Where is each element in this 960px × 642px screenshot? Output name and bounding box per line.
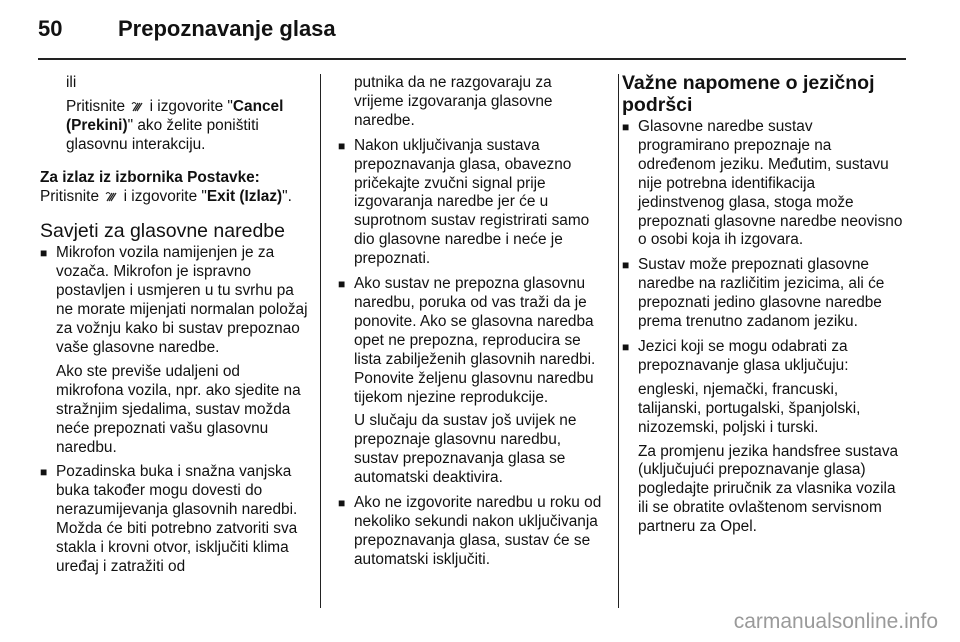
square-bullet-icon: ■ <box>622 258 630 273</box>
square-bullet-icon: ■ <box>338 138 346 153</box>
cancel-instruction <box>66 98 308 155</box>
square-bullet-icon: ■ <box>338 496 346 511</box>
square-bullet-icon: ■ <box>622 339 630 354</box>
list-item-text: Ako sustav ne prepozna glasovnu naredbu, poruka od vas traži da je ponovite. Ako se glasovna naredba opet ne prepozna, reproducira se lista zabilježenih glasovnih naredbi. Ponovite željenu glasovnu naredbu tijekom njezine reprodukcije. <box>354 275 596 406</box>
list-item-more: U slučaju da sustav još uvijek ne prepoznaje glasovnu naredbu, sustav prepoznavanja glasa se automatski deaktivira. <box>354 412 577 487</box>
list-item <box>40 463 308 576</box>
list-item <box>622 256 904 332</box>
exit-post-text: ". <box>282 187 292 205</box>
page-number: 50 <box>38 16 63 41</box>
list-item-text: Sustav može prepoznati glasovne naredbe na različitim jezicima, ali će prepoznati jedino glasovne naredbe prema trenutno zadanom jeziku. <box>638 256 885 331</box>
square-bullet-icon: ■ <box>40 465 48 480</box>
list-item <box>338 494 604 570</box>
exit-instruction <box>40 188 308 207</box>
exit-pre-text: Pritisnite <box>40 187 100 205</box>
list-item <box>338 137 604 269</box>
list-item-text: Pozadinska buka i snažna vanjska buka također mogu dovesti do nerazumijevanja glasovnih naredbi. Možda će biti potrebno zatvoriti sva stakla i krovni otvor, isključiti klima uređaj i zatražiti od <box>56 463 298 575</box>
list-item-text: Nakon uključivanja sustava prepoznavanja glasa, obavezno pričekajte zvučni signal prije izgovaranja naredbe jer će u suprotnom sustav registrirati samo dio glasovne naredbe i neće je prepoznati. <box>354 136 590 268</box>
voice-mic-icon <box>105 189 117 203</box>
cancel-command: Cancel (Prekini) <box>66 97 284 134</box>
section-title-language: Važne napomene o jezičnoj podršci <box>622 72 875 116</box>
or-text: ili <box>66 74 77 91</box>
exit-command: Exit (Izlaz) <box>206 187 283 205</box>
column-divider-1 <box>320 74 321 608</box>
list-item-more: engleski, njemački, francuski, talijanski, portugalski, španjolski, nizozemski, poljski i turski. <box>638 380 861 436</box>
page-title: Prepoznavanje glasa <box>118 16 336 41</box>
cancel-post-text: " ako želite poništiti glasovnu interakciju. <box>66 116 259 153</box>
list-item <box>622 338 904 537</box>
square-bullet-icon: ■ <box>622 120 630 134</box>
exit-mid-text: i izgovorite " <box>123 187 207 205</box>
column-2 <box>338 74 604 570</box>
column-1 <box>40 74 308 577</box>
continuation-text: putnika da ne razgovaraju za vrijeme izgovaranja glasovne naredbe. <box>354 74 553 129</box>
column-3 <box>622 74 904 537</box>
list-item-text: Mikrofon vozila namijenjen je za vozača. Mikrofon je ispravno postavljen i usmjeren u tu svrhu pa ne morate mijenjati normalan položaj za vožnju kako bi sustav prepoznao vaše glasovne naredbe. <box>56 244 308 356</box>
header-rule <box>38 58 906 60</box>
watermark: carmanualsonline.info <box>733 610 938 633</box>
section-title-tips: Savjeti za glasovne naredbe <box>40 220 285 243</box>
list-item-text: Ako ne izgovorite naredbu u roku od nekoliko sekundi nakon uključivanja prepoznavanja glasa, sustav će se automatski isključiti. <box>354 494 602 568</box>
list-item <box>40 244 308 457</box>
square-bullet-icon: ■ <box>40 246 48 261</box>
page-header <box>38 16 908 52</box>
voice-mic-icon <box>131 99 143 113</box>
list-item <box>622 118 904 250</box>
column-divider-2 <box>618 74 619 608</box>
cancel-mid-text: i izgovorite " <box>149 97 233 115</box>
list-item-more: Za promjenu jezika handsfree sustava (uključujući prepoznavanje glasa) pogledajte priručnik za vlasnika vozila ili se obratite ovlaštenom servisnom partneru za Opel. <box>638 442 899 536</box>
list-item-text: Glasovne naredbe sustav programirano prepoznaje na određenom jeziku. Međutim, sustavu nije potrebna identifikacija jedinstvenog glasa, stoga može prepoznati glasovne naredbe neovisno o osobi koja ih izgovara. <box>638 118 903 249</box>
square-bullet-icon: ■ <box>338 277 346 292</box>
list-item-more: Ako ste previše udaljeni od mikrofona vozila, npr. ako sjedite na stražnjim sjedalima, sustav možda neće prepoznati vašu glasovnu naredbu. <box>56 362 301 456</box>
exit-heading: Za izlaz iz izbornika Postavke: <box>40 168 260 186</box>
cancel-pre-text: Pritisnite <box>66 97 126 115</box>
list-item-text: Jezici koji se mogu odabrati za prepoznavanje glasa uključuju: <box>638 337 849 374</box>
list-item <box>338 275 604 488</box>
